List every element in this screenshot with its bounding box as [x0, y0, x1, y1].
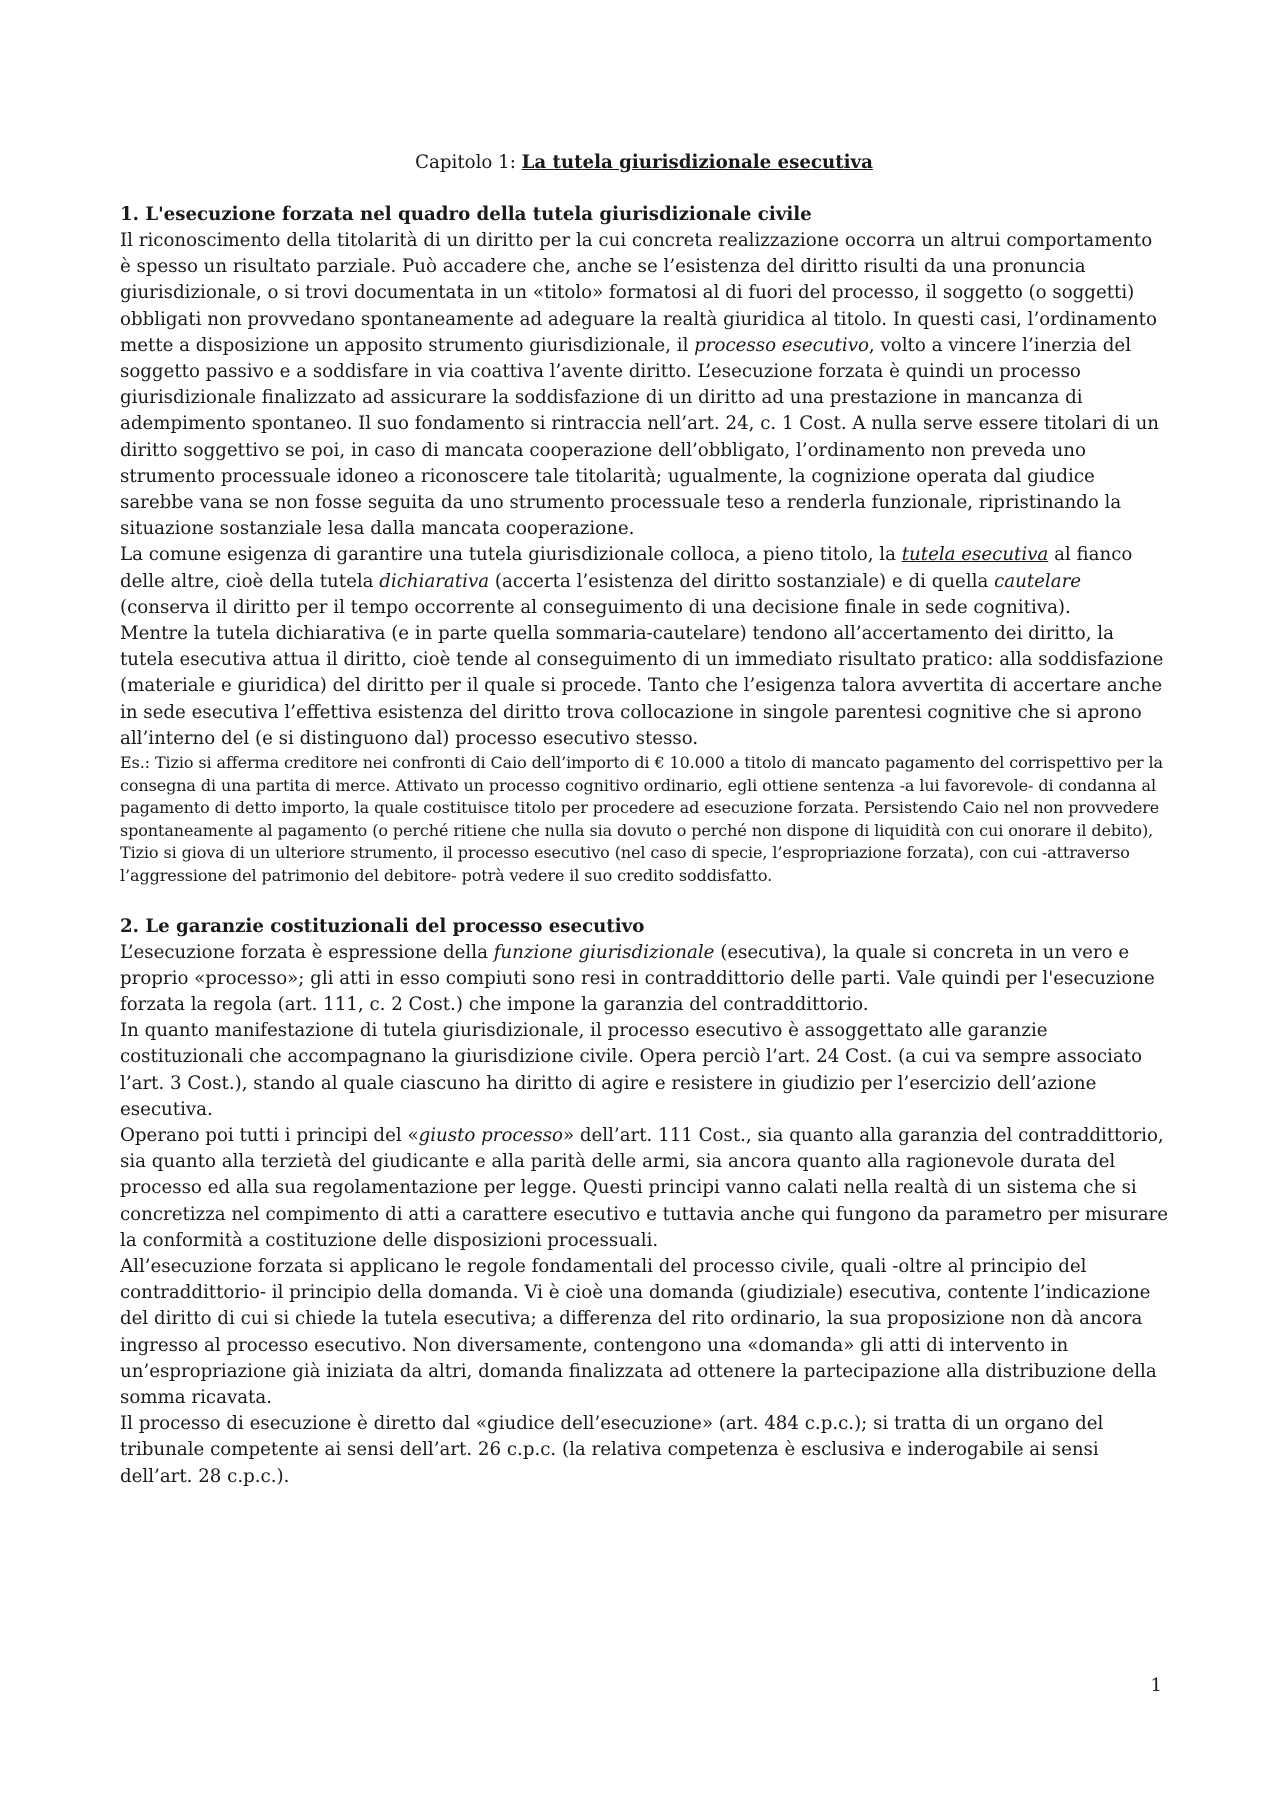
- emphasis-tutela-esecutiva: tutela esecutiva: [901, 544, 1049, 566]
- section-1-heading: 1. L'esecuzione forzata nel quadro della tutela giurisdizionale civile: [120, 204, 812, 225]
- text-run: (conserva il diritto per il tempo occorrente al conseguimento di una decisione finale in sede cognitiva).: [120, 596, 1071, 618]
- text-run: Il riconoscimento della titolarità di un diritto per la cui concreta realizzazione occorra un altrui comportamento è spesso un risultato parziale. Può accadere che, anche se l’esistenza del diritto risulti da una pronuncia giurisdizionale, o si trovi documentata in un «titolo» formatosi al di fuori del processo, il soggetto (o soggetti) obbligati non provvedano spontaneamente ad adeguare la realtà giuridica al titolo. In questi casi, l’ordinamento mette a disposizione un apposito strumento giurisdizionale, il: [120, 230, 1157, 356]
- emphasis-funzione-giurisdizionale: funzione giurisdizionale: [493, 941, 715, 963]
- chapter-heading: [120, 150, 1168, 176]
- text-run: La comune esigenza di garantire una tutela giurisdizionale colloca, a pieno titolo, la: [120, 544, 902, 566]
- text-run: L’esecuzione forzata è espressione della: [120, 941, 494, 963]
- emphasis-giusto-processo: giusto processo: [418, 1125, 563, 1147]
- section-2-paragraph-5: Il processo di esecuzione è diretto dal «giudice dell’esecuzione» (art. 484 c.p.c.); si tratta di un organo del tribunale competente ai sensi dell’art. 26 c.p.c. (la relativa competenza è esclusiva e inderogabile ai sensi dell’art. 28 c.p.c.).: [120, 1413, 1104, 1487]
- text-run: al fianco delle altre, cioè della tutela: [120, 544, 1133, 592]
- page-content: [120, 150, 1168, 1490]
- text-run: » dell’art. 111 Cost., sia quanto alla garanzia del contraddittorio, sia quanto alla terzietà del giudicante e alla parità delle armi, sia ancora quanto alla ragionevole durata del processo ed alla sua regolamentazione per legge. Questi principi vanno calati nella realtà di un sistema che si concretizza nel compimento di atti a carattere esecutivo e tuttavia anche qui fungono da parametro per misurare la conformità a costituzione delle disposizioni processuali.: [120, 1125, 1169, 1251]
- emphasis-processo-esecutivo: processo esecutivo: [694, 334, 869, 356]
- chapter-prefix: Capitolo 1:: [415, 152, 522, 173]
- emphasis-cautelare: cautelare: [994, 570, 1082, 592]
- section-2-paragraph-2: In quanto manifestazione di tutela giurisdizionale, il processo esecutivo è assoggettato alle garanzie costituzionali che accompagnano la giurisdizione civile. Opera perciò l’art. 24 Cost. (a cui va sempre associato l’art. 3 Cost.), stando al quale ciascuno ha diritto di agire e resistere in giudizio per l’esercizio dell’azione esecutiva.: [120, 1020, 1143, 1120]
- text-run: , volto a vincere l’inerzia del soggetto passivo e a soddisfare in via coattiva l’avente diritto. L’esecuzione forzata è quindi un processo giurisdizionale finalizzato ad assicurare la soddisfazione di un diritto ad una prestazione in mancanza di adempimento spontaneo. Il suo fondamento si rintraccia nell’art. 24, c. 1 Cost. A nulla serve essere titolari di un diritto soggettivo se poi, in caso di mancata cooperazione dell’obbligato, l’ordinamento non preveda uno strumento processuale idoneo a riconoscere tale titolarità; ugualmente, la cognizione operata dal giudice sarebbe vana se non fosse seguita da uno strumento processuale teso a renderla funzionale, ripristinando la situazione sostanziale lesa dalla mancata cooperazione.: [120, 334, 1160, 540]
- section-1-paragraph-2: [120, 542, 1168, 621]
- example-paragraph: Es.: Tizio si afferma creditore nei confronti di Caio dell’importo di € 10.000 a titolo di mancato pagamento del corrispettivo per la consegna di una partita di merce. Attivato un processo cognitivo ordinario, egli ottiene sentenza -a lui favorevole- di condanna al pagamento di detto importo, la quale costituisce titolo per procedere ad esecuzione forzata. Persistendo Caio nel non provvedere spontaneamente al pagamento (o perché ritiene che nulla sia dovuto o perché non dispone di liquidità con cui onorare il debito), Tizio si giova di un ulteriore strumento, il processo esecutivo (nel caso di specie, l’espropriazione forzata), con cui -attraverso l’aggressione del patrimonio del debitore- potrà vedere il suo credito soddisfatto.: [120, 753, 1163, 886]
- section-2-paragraph-1: [120, 940, 1168, 1019]
- text-run: (accerta l’esistenza del diritto sostanziale) e di quella: [489, 570, 995, 592]
- text-run: (esecutiva), la quale si concreta in un vero e proprio «processo»; gli atti in esso compiuti sono resi in contraddittorio delle parti. Vale quindi per l'esecuzione forzata la regola (art. 111, c. 2 Cost.) che impone la garanzia del contraddittorio.: [120, 941, 1155, 1016]
- page-number: 1: [1150, 1675, 1162, 1696]
- chapter-title: La tutela giurisdizionale esecutiva: [521, 152, 873, 173]
- section-2-paragraph-4: All’esecuzione forzata si applicano le regole fondamentali del processo civile, quali -oltre al principio del contraddittorio- il principio della domanda. Vi è cioè una domanda (giudiziale) esecutiva, contente l’indicazione del diritto di cui si chiede la tutela esecutiva; a differenza del rito ordinario, la sua proposizione non dà ancora ingresso al processo esecutivo. Non diversamente, contengono una «domanda» gli atti di intervento in un’espropriazione già iniziata da altri, domanda finalizzata ad ottenere la partecipazione alla distribuzione della somma ricavata.: [120, 1256, 1157, 1409]
- emphasis-dichiarativa: dichiarativa: [379, 570, 490, 592]
- section-2-heading: 2. Le garanzie costituzionali del processo esecutivo: [120, 915, 645, 937]
- section-1-paragraph-3: Mentre la tutela dichiarativa (e in parte quella sommaria-cautelare) tendono all’accertamento dei diritto, la tutela esecutiva attua il diritto, cioè tende al conseguimento di un immediato risultato pratico: alla soddisfazione (materiale e giuridica) del diritto per il quale si procede. Tanto che l’esigenza talora avvertita di accertare anche in sede esecutiva l’effettiva esistenza del diritto trova collocazione in singole parentesi cognitive che si aprono all’interno del (e si distinguono dal) processo esecutivo stesso.: [120, 623, 1164, 749]
- section-1-paragraph-1: [120, 228, 1168, 542]
- section-2-paragraph-3: [120, 1123, 1168, 1254]
- text-run: Operano poi tutti i principi del «: [120, 1125, 419, 1147]
